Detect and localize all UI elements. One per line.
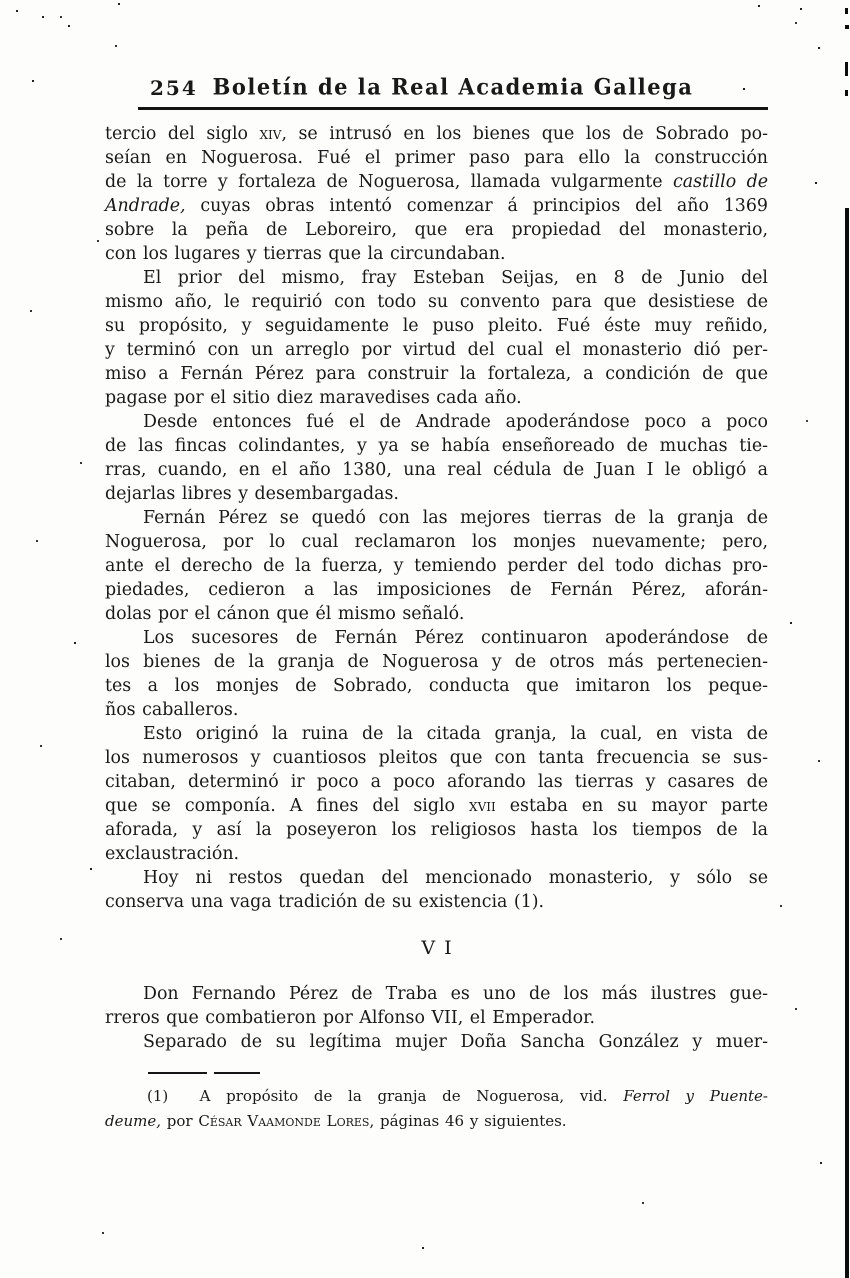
text-line: mismo año, le requirió con todo su convento para que desistiese de <box>105 292 768 312</box>
text-line: Separado de su legítima mujer Doña Sancha González y muer- <box>143 1032 768 1052</box>
paragraph <box>105 626 768 722</box>
text-line: dolas por el cánon que él mismo señaló. <box>105 604 465 624</box>
text-line: con los lugares y tierras que la circundaban. <box>105 244 506 264</box>
paragraph <box>105 1030 768 1054</box>
text-line: Desde entonces fué el de Andrade apoderándose poco a poco <box>143 412 768 432</box>
text-line: pagase por el sitio diez maravedises cada año. <box>105 388 522 408</box>
text-line: de la torre y fortaleza de Noguerosa, llamada vulgarmente castillo de <box>105 172 768 192</box>
text-line: ante el derecho de la fuerza, y temiendo perder del todo dichas pro- <box>105 556 768 576</box>
section-heading: VI <box>421 937 461 959</box>
text-line: rras, cuando, en el año 1380, una real cédula de Juan I le obligó a <box>105 460 768 480</box>
text-line: de las fincas colindantes, y ya se había enseñoreado de muchas tie- <box>105 436 768 456</box>
text-line: Esto originó la ruina de la citada granja, la cual, en vista de <box>143 724 768 744</box>
text-line: y terminó con un arreglo por virtud del cual el monasterio dió per- <box>105 340 768 360</box>
footnote-line: (1) A propósito de la granja de Noguerosa, vid. Ferrol y Puente- <box>147 1087 768 1105</box>
paragraph <box>105 122 768 266</box>
scan-edge-line <box>845 62 848 76</box>
paragraph <box>105 866 768 914</box>
text-line: Andrade, cuyas obras intentó comenzar á principios del año 1369 <box>105 196 768 216</box>
text-line: tes a los monjes de Sobrado, conducta que imitaron los peque- <box>105 676 768 696</box>
text-line: aforada, y así la poseyeron los religiosos hasta los tiempos de la <box>105 820 768 840</box>
text-line: Fernán Pérez se quedó con las mejores tierras de la granja de <box>143 508 768 528</box>
footnote <box>105 1084 768 1134</box>
scan-edge-line <box>845 25 849 29</box>
scan-speckles <box>0 0 2 2</box>
text-line: los numerosos y cuantiosos pleitos que con tanta frecuencia se sus- <box>105 748 768 768</box>
scan-edge-line <box>845 8 848 14</box>
text-line: dejarlas libres y desembargadas. <box>105 484 399 504</box>
text-line: citaban, determinó ir poco a poco aforando las tierras y casares de <box>105 772 768 792</box>
paragraph <box>105 410 768 506</box>
paragraph <box>105 982 768 1030</box>
page-number: 254 <box>150 76 198 100</box>
paragraph <box>105 506 768 626</box>
text-line: Don Fernando Pérez de Traba es uno de los más ilustres gue- <box>143 984 768 1004</box>
text-line: su propósito, y seguidamente le puso pleito. Fué éste muy reñido, <box>105 316 768 336</box>
header-rule <box>138 107 768 110</box>
text-line: El prior del mismo, fray Esteban Seijas, en 8 de Junio del <box>143 268 768 288</box>
paragraph <box>105 722 768 866</box>
text-line: conserva una vaga tradición de su existencia (1). <box>105 892 545 912</box>
text-line: piedades, cedieron a las imposiciones de Fernán Pérez, aforán- <box>105 580 768 600</box>
paragraph <box>105 266 768 410</box>
text-line: exclaustración. <box>105 844 240 864</box>
page-header <box>138 74 768 104</box>
text-line: Hoy ni restos quedan del mencionado monasterio, y sólo se <box>143 868 768 888</box>
text-line: sobre la peña de Leboreiro, que era propiedad del monasterio, <box>105 220 768 240</box>
text-line: tercio del siglo xiv, se intrusó en los bienes que los de Sobrado po- <box>105 124 768 144</box>
text-line: rreros que combatieron por Alfonso VII, el Emperador. <box>105 1008 596 1028</box>
scan-edge-line <box>845 90 848 96</box>
footnote-line: deume, por César Vaamonde Lores, páginas 46 y siguientes. <box>105 1112 567 1130</box>
text-line: que se componía. A fines del siglo xvii estaba en su mayor parte <box>105 796 768 816</box>
text-line: los bienes de la granja de Noguerosa y de otros más pertenecien- <box>105 652 768 672</box>
scan-edge-line <box>845 208 849 1278</box>
text-line: Los sucesores de Fernán Pérez continuaron apoderándose de <box>143 628 768 648</box>
text-line: seían en Noguerosa. Fué el primer paso para ello la construcción <box>105 148 768 168</box>
header-title: Boletín de la Real Academia Gallega <box>212 73 694 100</box>
text-body <box>105 122 768 1134</box>
text-line: Noguerosa, por lo cual reclamaron los monjes nuevamente; pero, <box>105 532 768 552</box>
footnote-rule <box>148 1072 260 1074</box>
text-line: miso a Fernán Pérez para construir la fortaleza, a condición de que <box>105 364 768 384</box>
text-line: ños caballeros. <box>105 700 239 720</box>
